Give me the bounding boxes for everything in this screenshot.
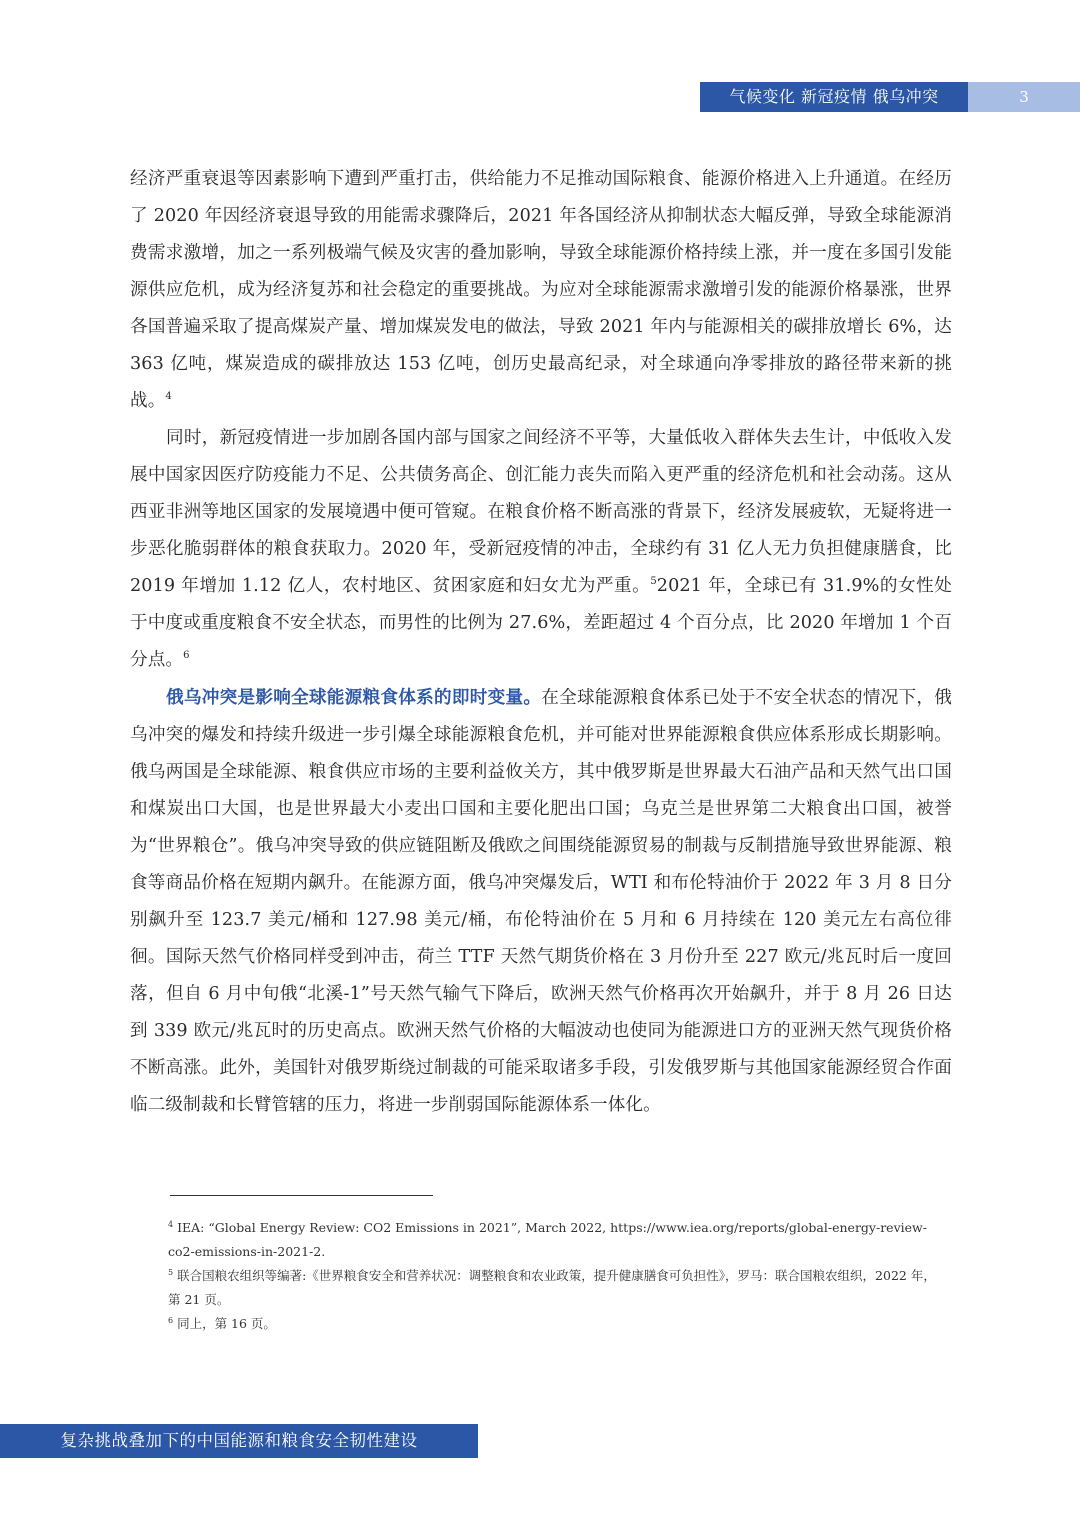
footnote-5-text: 联合国粮农组织等编著:《世界粮食安全和营养状况：调整粮食和农业政策，提升健康膳食可负担性》，罗马：联合国粮农组织，2022 年，第 21 页。 xyxy=(168,1268,936,1307)
paragraph-3 xyxy=(130,679,952,1124)
footnote-6 xyxy=(168,1312,938,1336)
footnote-5-number: 5 xyxy=(168,1267,174,1277)
paragraph-1-text: 经济严重衰退等因素影响下遭到严重打击，供给能力不足推动国际粮食、能源价格进入上升通道。在经历了 2020 年因经济衰退导致的用能需求骤降后，2021 年各国经济从抑制状态大幅反弹，导致全球能源消费需求激增，加之一系列极端气候及灾害的叠加影响，导致全球能源价格持续上涨，并一度在多国引发能源供应危机，成为经济复苏和社会稳定的重要挑战。为应对全球能源需求激增引发的能源价格暴涨，世界各国普遍采取了提高煤炭产量、增加煤炭发电的做法，导致 2021 年内与能源相关的碳排放增长 6%，达 363 亿吨，煤炭造成的碳排放达 153 亿吨，创历史最高纪录，对全球通向净零排放的路径带来新的挑战。 xyxy=(130,169,952,411)
running-footer-title: 复杂挑战叠加下的中国能源和粮食安全韧性建设 xyxy=(0,1424,478,1458)
paragraph-2 xyxy=(130,420,952,679)
footnote-ref-6[interactable]: 6 xyxy=(183,650,190,662)
page-number: 3 xyxy=(968,82,1080,112)
footnote-6-text: 同上，第 16 页。 xyxy=(177,1316,276,1331)
footnote-5 xyxy=(168,1264,938,1312)
body-text xyxy=(130,161,952,1124)
footnote-divider xyxy=(170,1195,433,1196)
footnote-4-text: IEA: “Global Energy Review: CO2 Emissions in 2021”, March 2022, https://www.iea.org/reports/global-energy-review-co2-emissions-in-2021-2. xyxy=(168,1220,927,1259)
running-header-title: 气候变化 新冠疫情 俄乌冲突 xyxy=(700,82,968,112)
footnote-6-number: 6 xyxy=(168,1315,174,1325)
paragraph-2-text-a: 同时，新冠疫情进一步加剧各国内部与国家之间经济不平等，大量低收入群体失去生计，中低收入发展中国家因医疗防疫能力不足、公共债务高企、创汇能力丧失而陷入更严重的经济危机和社会动荡。这从西亚非洲等地区国家的发展境遇中便可管窥。在粮食价格不断高涨的背景下，经济发展疲软，无疑将进一步恶化脆弱群体的粮食获取力。2020 年，受新冠疫情的冲击，全球约有 31 亿人无力负担健康膳食，比 2019 年增加 1.12 亿人，农村地区、贫困家庭和妇女尤为严重。 xyxy=(130,428,952,596)
paragraph-1 xyxy=(130,161,952,420)
footnotes xyxy=(168,1216,938,1336)
footnote-ref-5[interactable]: 5 xyxy=(650,576,657,588)
footnote-4 xyxy=(168,1216,938,1264)
paragraph-3-text: 在全球能源粮食体系已处于不安全状态的情况下，俄乌冲突的爆发和持续升级进一步引爆全球能源粮食危机，并可能对世界能源粮食供应体系形成长期影响。俄乌两国是全球能源、粮食供应市场的主要利益攸关方，其中俄罗斯是世界最大石油产品和天然气出口国和煤炭出口大国，也是世界最大小麦出口国和主要化肥出口国；乌克兰是世界第二大粮食出口国，被誉为“世界粮仓”。俄乌冲突导致的供应链阻断及俄欧之间围绕能源贸易的制裁与反制措施导致世界能源、粮食等商品价格在短期内飙升。在能源方面，俄乌冲突爆发后，WTI 和布伦特油价于 2022 年 3 月 8 日分别飙升至 123.7 美元/桶和 127.98 美元/桶，布伦特油价在 5 月和 6 月持续在 120 美元左右高位徘徊。国际天然气价格同样受到冲击，荷兰 TTF 天然气期货价格在 3 月份升至 227 欧元/兆瓦时后一度回落，但自 6 月中旬俄“北溪-1”号天然气输气下降后，欧洲天然气价格再次开始飙升，并于 8 月 26 日达到 339 欧元/兆瓦时的历史高点。欧洲天然气价格的大幅波动也使同为能源进口方的亚洲天然气现货价格不断高涨。此外，美国针对俄罗斯绕过制裁的可能采取诸多手段，引发俄罗斯与其他国家能源经贸合作面临二级制裁和长臂管辖的压力，将进一步削弱国际能源体系一体化。 xyxy=(130,688,952,1115)
paragraph-2-text-b: 2021 年，全球已有 31.9%的女性处于中度或重度粮食不安全状态，而男性的比例为 27.6%，差距超过 4 个百分点，比 2020 年增加 1 个百分点。 xyxy=(130,576,952,670)
paragraph-3-lead: 俄乌冲突是影响全球能源粮食体系的即时变量。 xyxy=(166,687,542,708)
footnote-4-number: 4 xyxy=(168,1219,174,1229)
footnote-ref-4[interactable]: 4 xyxy=(165,391,172,403)
